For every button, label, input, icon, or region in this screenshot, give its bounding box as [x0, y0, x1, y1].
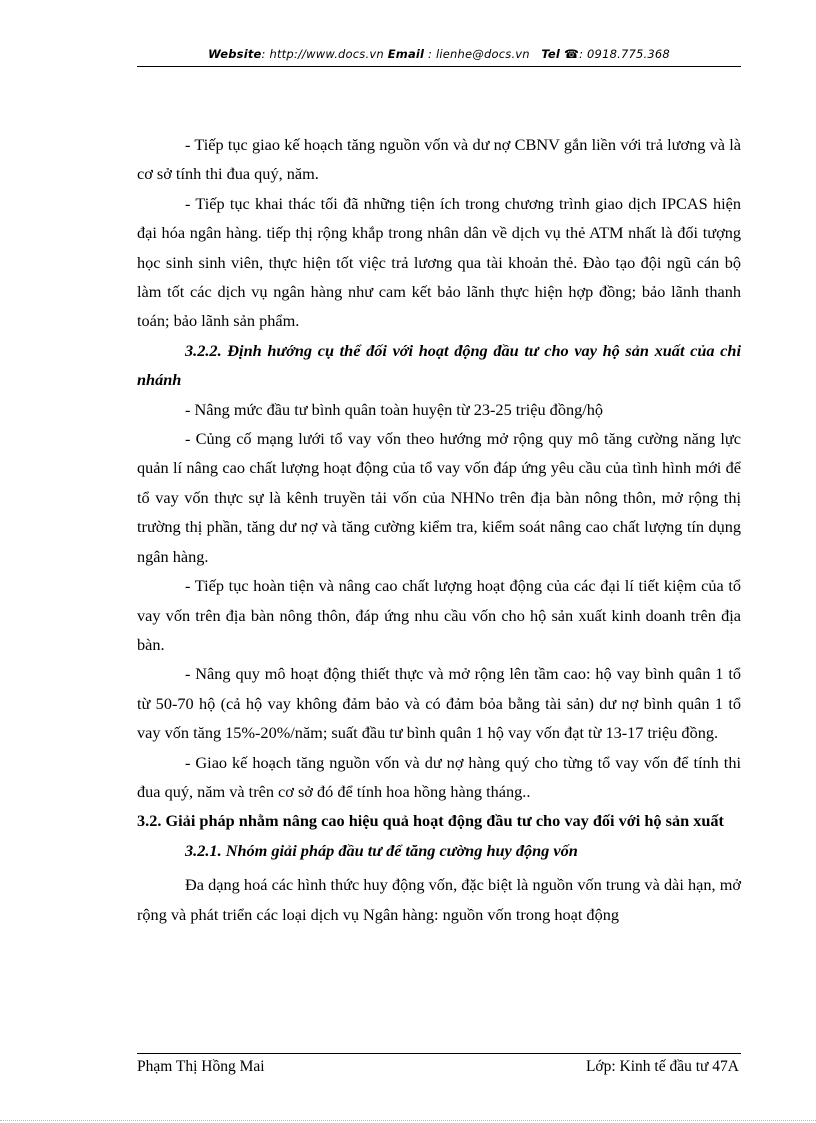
paragraph-1: - Tiếp tục giao kế hoạch tăng nguồn vốn và dư nợ CBNV gắn liền với trả lương và là cơ sở tính thi đua quý, năm.: [137, 135, 741, 184]
page-bottom-border: [0, 1120, 816, 1121]
tel-value: : 0918.775.368: [579, 47, 670, 61]
paragraph-4: - Củng cố mạng lưới tổ vay vốn theo hướng mở rộng quy mô tăng cường năng lực quản lí nâng cao chất lượng hoạt động của tổ vay vốn đáp ứng yêu cầu của tình hình mới để tổ vay vốn thực sự là kênh truyền tải vốn của NHNo trên địa bàn nông thôn, mở rộng thị trường thị phần, tăng dư nợ và tăng cường kiểm tra, kiểm soát nâng cao chất lượng tín dụng ngân hàng.: [137, 429, 741, 566]
website-label: Website: [208, 47, 262, 61]
page-header: [137, 47, 741, 61]
document-body: [137, 130, 741, 929]
paragraph-7: - Giao kế hoạch tăng nguồn vốn và dư nợ hàng quý cho từng tổ vay vốn để tính thi đua quý, năm và trên cơ sở đó để tính hoa hồng hàng tháng..: [137, 752, 741, 801]
email-value: : lienhe@docs.vn: [424, 47, 530, 61]
footer-divider: [137, 1053, 741, 1054]
footer-author: Phạm Thị Hồng Mai: [137, 1058, 265, 1075]
header-divider: [137, 66, 741, 67]
paragraph-5: - Tiếp tục hoàn tiện và nâng cao chất lượng hoạt động của các đại lí tiết kiệm của tổ vay vốn trên địa bàn nông thôn, đáp ứng nhu cầu vốn cho hộ sản xuất kinh doanh trên địa bàn.: [137, 576, 741, 654]
website-value: : http://www.docs.vn: [261, 47, 384, 61]
tel-label: Tel: [541, 47, 561, 61]
paragraph-6: - Nâng quy mô hoạt động thiết thực và mở rộng lên tầm cao: hộ vay bình quân 1 tổ từ 50-70 hộ (cả hộ vay không đảm bảo và có đảm bỏa bằng tài sản) dư nợ bình quân 1 tổ vay vốn tăng 15%-20%/năm; suất đầu tư bình quân 1 hộ vay vốn đạt từ 13-17 triệu đồng.: [137, 664, 741, 743]
email-label: Email: [387, 47, 425, 61]
section-heading-3-2-1: 3.2.1. Nhóm giải pháp đầu tư để tăng cường huy động vốn: [185, 840, 578, 860]
paragraph-3: - Nâng mức đầu tư bình quân toàn huyện từ 23-25 triệu đồng/hộ: [185, 399, 604, 419]
paragraph-2: - Tiếp tục khai thác tối đã những tiện ích trong chương trình giao dịch IPCAS hiện đại hóa ngân hàng. tiếp thị rộng khắp trong nhân dân về dịch vụ thẻ ATM nhất là đối tượng học sinh sinh viên, thực hiện tốt việc trả lương qua tài khoản thẻ. Đào tạo đội ngũ cán bộ làm tốt các dịch vụ ngân hàng như cam kết bảo lãnh thực hiện hợp đồng; bảo lãnh thanh toán; bảo lãnh sản phẩm.: [137, 193, 741, 331]
phone-icon: ☎: [563, 47, 580, 61]
section-heading-3-2-2: 3.2.2. Định hướng cụ thể đối với hoạt động đầu tư cho vay hộ sản xuất của chi nhánh: [137, 340, 741, 390]
paragraph-8: Đa dạng hoá các hình thức huy động vốn, đặc biệt là nguồn vốn trung và dài hạn, mở rộng và phát triển các loại dịch vụ Ngân hàng: nguồn vốn trong hoạt động: [137, 875, 741, 924]
section-heading-3-2: 3.2. Giải pháp nhằm nâng cao hiệu quả hoạt động đầu tư cho vay đối với hộ sản xuất: [137, 811, 724, 831]
footer-class: Lớp: Kinh tế đầu tư 47A: [585, 1058, 739, 1075]
